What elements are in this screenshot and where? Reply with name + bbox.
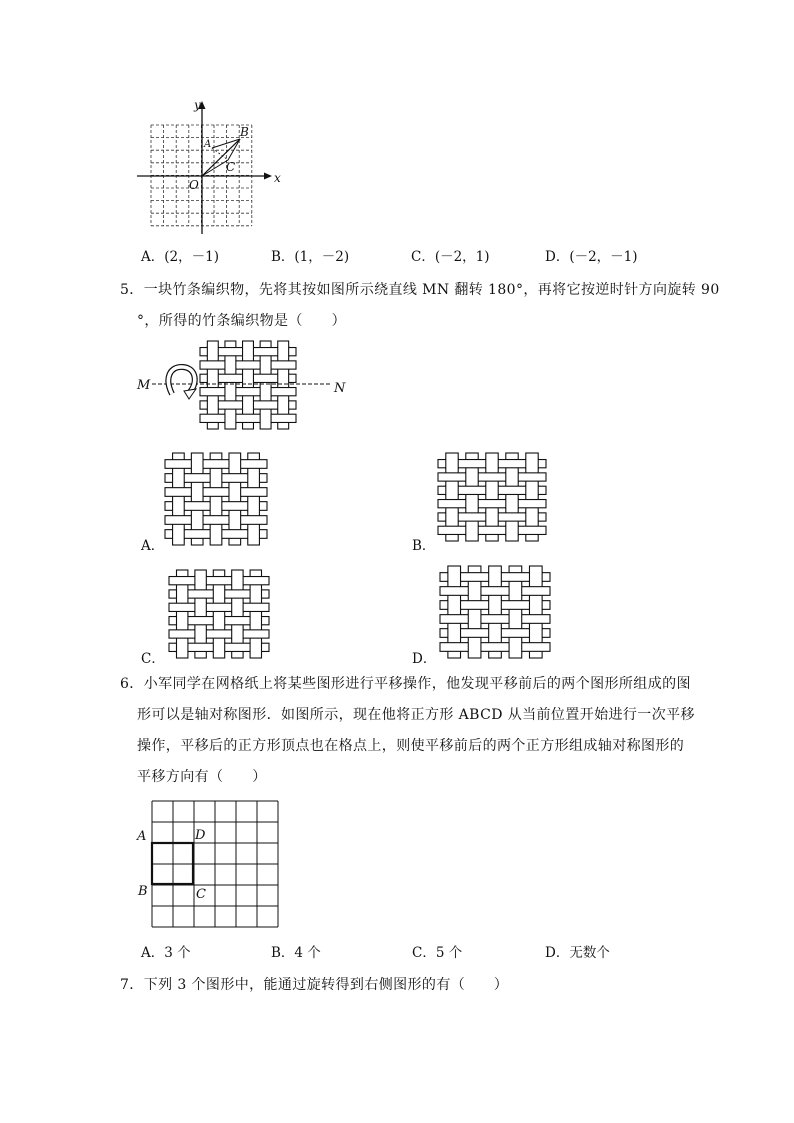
q6-text-line-4: 平移方向有（ ） [137,769,267,785]
q5-option-b[interactable]: B． [412,538,436,554]
q6-option-d[interactable]: D．无数个 [545,945,610,961]
q4-option-b[interactable]: B．(1，－2) [271,249,350,265]
point-b-label: B [240,125,249,139]
line-n-label: N [334,381,346,396]
vertex-d-label: D [195,828,206,843]
q6-text-line-3: 操作，平移后的正方形顶点也在格点上，则使平移前后的两个正方形组成轴对称图形的 [137,738,685,754]
q6-text-line-1: 6．小军同学在网格纸上将某些图形进行平移操作，他发现平移前后的两个图形所组成的图 [120,676,691,692]
line-m-label: M [137,378,151,393]
q4-option-d[interactable]: D．(－2，－1) [545,249,638,265]
vertex-b-label: B [138,884,148,899]
x-axis-label: x [274,171,281,185]
q5-option-d[interactable]: D． [412,651,437,667]
point-c-label: C [226,160,236,174]
q6-option-c[interactable]: C．5 个 [412,945,463,961]
vertex-a-label: A [137,829,147,844]
point-a-label: A [204,139,212,150]
q5-option-a[interactable]: A． [141,538,165,554]
q5-text-line-2: °，所得的竹条编织物是（ ） [137,313,346,329]
q6-text-line-2: 形可以是轴对称图形．如图所示，现在他将正方形 ABCD 从当前位置开始进行一次平移 [137,707,695,723]
q4-option-a[interactable]: A．(2，－1) [141,249,219,265]
y-axis-label: y [194,98,201,112]
q4-option-c[interactable]: C．(－2，1) [411,249,490,265]
origin-label: O [189,178,199,192]
q7-text: 7．下列 3 个图形中，能通过旋转得到右侧图形的有（ ） [120,977,509,993]
q6-option-b[interactable]: B．4 个 [271,945,321,961]
q5-option-c[interactable]: C． [141,651,165,667]
q5-text-line-1: 5．一块竹条编织物，先将其按如图所示绕直线 MN 翻转 180°，再将它按逆时针方向旋转 90 [120,282,720,298]
vertex-c-label: C [196,887,206,902]
q6-option-a[interactable]: A．3 个 [141,945,191,961]
